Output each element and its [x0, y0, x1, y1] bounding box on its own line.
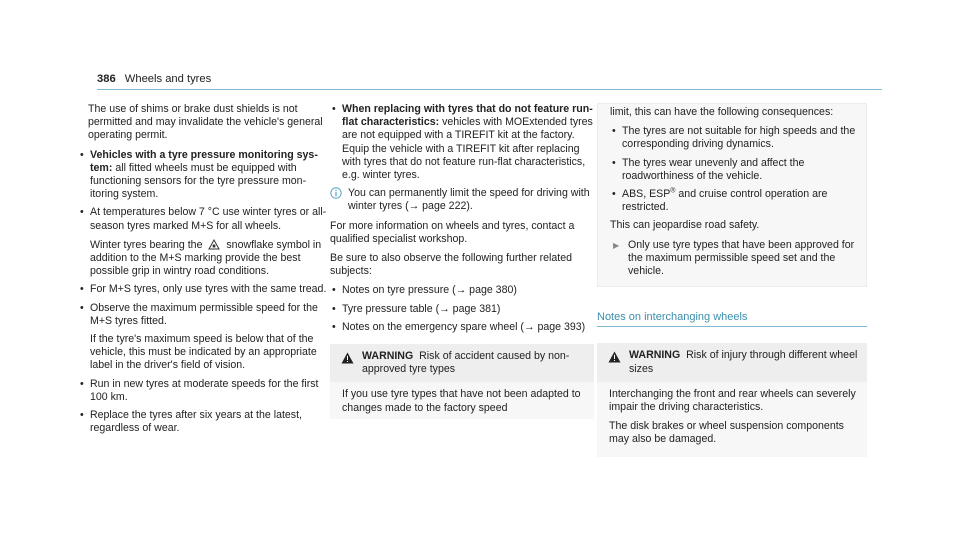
warning-triangle-icon — [608, 351, 621, 363]
warning-header — [597, 343, 867, 381]
list-item-winter-temp — [78, 206, 328, 278]
run-flat-heading: When replacing with tyres that do not feature run-flat characteristics: — [342, 103, 593, 129]
warning-body-2: The disk brakes or wheel suspension components may also be damaged. — [609, 420, 844, 446]
list-item-run-flat — [330, 103, 594, 182]
link-tyre-pressure[interactable]: • Notes on tyre pressure (→ page 380) — [330, 284, 594, 297]
consequence-item: • The tyres are not suitable for high speeds and the corresponding driving dynamics. — [610, 125, 858, 151]
warning-box-tyre-types — [330, 344, 594, 419]
run-flat-text: vehicles with MOExtended tyres are not equipped with a TIREFIT kit at the factory. Equip the vehicle with a TIREFIT kit after replacing with tyres that do not feature run-flat characteristics, e.g. winter tyres. — [342, 116, 593, 182]
tpms-text: all fitted wheels must be equipped with functioning sensors for the tyre pressure monitoring system. — [90, 161, 307, 201]
warning-title: Risk of injury through different wheel sizes — [629, 349, 858, 375]
consequence-item-abs — [610, 188, 858, 214]
link-spare-wheel[interactable]: • Notes on the emergency spare wheel (→ page 393) — [330, 321, 594, 334]
section-title-interchanging: Notes on interchanging wheels — [597, 311, 867, 327]
column-3 — [597, 103, 867, 457]
snowflake-note-a: Winter tyres bearing the — [90, 238, 203, 251]
winter-temp-text: At temperatures below 7 °C use winter tyres or all-season tyres marked M+S for all wheels. — [90, 206, 327, 232]
warning-body-1: Interchanging the front and rear wheels can severely impair the driving characteristics. — [609, 387, 856, 414]
registered-mark: ® — [670, 187, 676, 195]
column-1 — [78, 103, 328, 440]
warning-continuation — [597, 103, 867, 287]
warning-body: If you use tyre types that have not been adapted to changes made to the factory speed — [330, 382, 594, 418]
column-2 — [330, 103, 594, 419]
continuation-text: limit, this can have the following consequences: — [610, 106, 834, 118]
consequence-item: • The tyres wear unevenly and affect the roadworthiness of the vehicle. — [610, 157, 858, 183]
list-item-max-speed — [78, 302, 328, 373]
list-item-tpms — [78, 149, 328, 202]
action-instruction: ▶ Only use tyre types that have been approved for the maximum permissible speed set and the vehicle. — [610, 239, 858, 279]
max-speed-sub: If the tyre's maximum speed is below that of the vehicle, this must be indicated by an appropriate label in the driver's field of vision. — [90, 333, 317, 372]
list-item-ms-tread: • For M+S tyres, only use tyres with the same tread. — [78, 283, 328, 296]
speed-limit-note — [330, 187, 594, 213]
page-number: 386 — [97, 73, 116, 85]
snowflake-note — [90, 238, 328, 279]
abs-text-b: and cruise control operation are restricted. — [622, 188, 828, 214]
warning-word: WARNING — [629, 349, 681, 362]
link-tyre-pressure-table[interactable]: • Tyre pressure table (→ page 381) — [330, 303, 594, 316]
observe-paragraph: Be sure to also observe the following further related subjects: — [330, 252, 573, 278]
more-info-paragraph: For more information on wheels and tyres, contact a qualified specialist workshop. — [330, 219, 575, 245]
tpms-heading: Vehicles with a tyre pressure monitoring system: — [90, 148, 318, 174]
mountain-snowflake-icon — [208, 238, 220, 250]
list-item-replace: • Replace the tyres after six years at the latest, regardless of wear. — [78, 409, 328, 435]
speed-limit-note-text: You can permanently limit the speed for driving with winter tyres (→ page 222). — [348, 187, 590, 213]
intro-paragraph: The use of shims or brake dust shields is not permitted and may invalidate the vehicle's general operating permit. — [88, 103, 323, 142]
snowflake-note-b: snowflake symbol in addition to the M+S marking provide the best possible grip in wintry road conditions. — [90, 238, 322, 278]
list-item-run-in: • Run in new tyres at moderate speeds for the first 100 km. — [78, 378, 328, 404]
warning-title: Risk of accident caused by non-approved tyre types — [362, 350, 570, 376]
page-header — [97, 73, 211, 86]
info-icon — [330, 187, 342, 199]
page-title: Wheels and tyres — [124, 73, 212, 85]
abs-text-a: ABS, ESP — [622, 188, 671, 201]
warning-word: WARNING — [362, 350, 414, 363]
header-divider — [97, 89, 882, 90]
warning-body — [597, 382, 867, 457]
jeopardise-text: This can jeopardise road safety. — [610, 219, 760, 232]
warning-header — [330, 344, 594, 382]
warning-box-wheel-sizes — [597, 343, 867, 456]
warning-triangle-icon — [341, 352, 354, 364]
max-speed-text: Observe the maximum permissible speed for the M+S tyres fitted. — [90, 301, 318, 327]
